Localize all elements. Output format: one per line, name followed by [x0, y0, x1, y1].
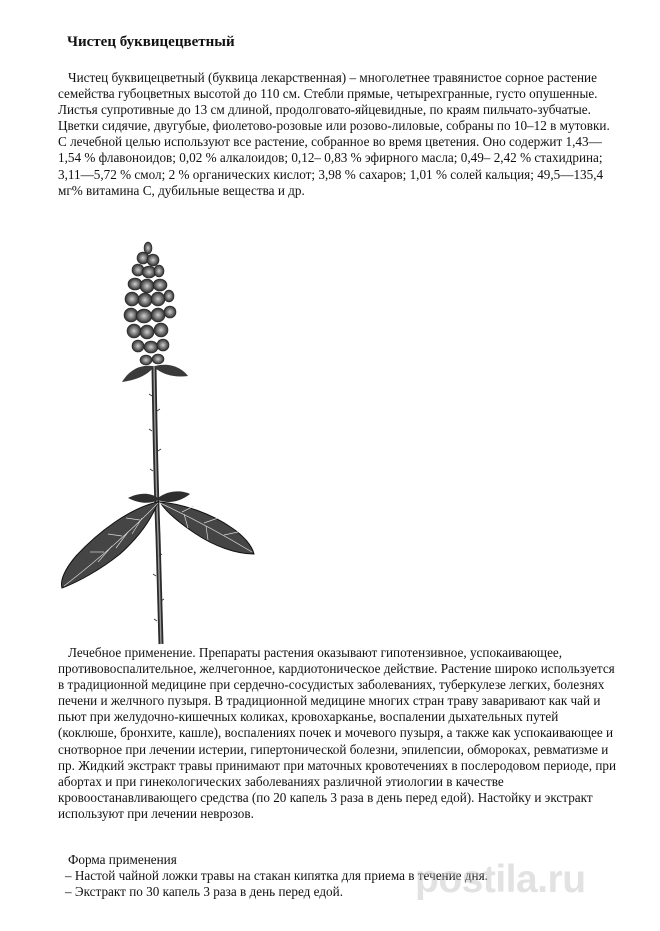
plant-illustration: [48, 236, 258, 646]
dosage-item: – Экстракт по 30 капель 3 раза в день перед едой.: [65, 884, 343, 899]
form-title: Форма применения: [68, 852, 177, 867]
medical-use-paragraph: Лечебное применение. Препараты растения оказывают гипотензивное, успокаивающее, противовоспалительное, желчегонное, кардиотоническое действие. Растение широко используется в традиционной медицине при сердечно-сосудистых заболеваниях, туберкулезе легких, болезнях печени и желчного пузыря. В традиционной медицине многих стран траву заваривают как чай и пьют при желудочно-кишечных коликах, кровохарканье, воспалении дыхательных путей (коклюше, бронхите, кашле), воспалениях почек и мочевого пузыря, а также как успокаивающее и снотворное при лечении истерии, гипертонической болезни, эпилепсии, обмороках, ревматизме и пр. Жидкий экстракт травы принимают при маточных кровотечениях в послеродовом периоде, при абортах и при гинекологических заболеваниях различной этиологии в качестве кровоостанавливающего средства (по 20 капель 3 раза в день перед едой). Настойку и экстракт используют при лечении неврозов.: [58, 645, 617, 821]
watermark: postila.ru: [415, 858, 586, 901]
description-paragraph: Чистец буквицецветный (буквица лекарственная) – многолетнее травянистое сорное растение семейства губоцветных высотой до 110 см. Стебли прямые, четырехгранные, густо опушенные. Листья супротивные до 13 см длиной, продолговато-яйцевидные, по краям пильчато-зубчатые. Цветки сидячие, двугубые, фиолетово-розовые или розово-лиловые, собраны по 10–12 в мутовки. С лечебной целью используют все растение, собранное во время цветения. Оно содержит 1,43—1,54 % флавоноидов; 0,02 % алкалоидов; 0,12– 0,83 % эфирного масла; 0,49– 2,42 % стахидрина; 3,11—5,72 % смол; 2 % органических кислот; 3,98 % сахаров; 1,01 % солей кальция; 49,5—135,4 мг% витамина С, дубильные вещества и др.: [58, 70, 610, 198]
dosage-item: – Настой чайной ложки травы на стакан кипятка для приема в течение дня.: [65, 868, 488, 883]
page-title: Чистец буквицецветный: [67, 34, 235, 50]
